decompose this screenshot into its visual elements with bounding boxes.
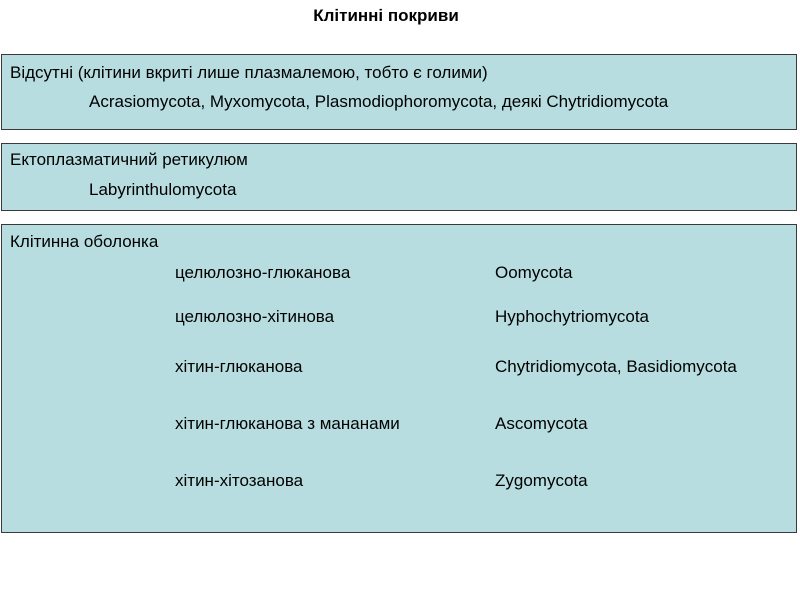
cell-wall-panel (1, 224, 797, 533)
wall-composition-row-3: хітин-глюканова (175, 357, 303, 376)
wall-taxa-row-2: Hyphochytriomycota (495, 307, 650, 326)
wall-taxa-row-5: Zygomycota (495, 471, 588, 490)
absent-panel (1, 54, 797, 130)
absent-taxa: Acrasiomycota, Myxomycota, Plasmodiophoromycota, деякі Chytridiomycota (89, 92, 669, 111)
page-title: Клітинні покриви (313, 6, 459, 25)
absent-heading: Відсутні (клітини вкриті лише плазмалемою, тобто є голими) (10, 63, 488, 82)
wall-composition-row-5: хітин-хітозанова (175, 471, 304, 490)
cell-wall-heading: Клітинна оболонка (10, 232, 159, 251)
reticulum-heading: Ектоплазматичний ретикулюм (10, 150, 248, 169)
wall-composition-row-1: целюлозно-глюканова (175, 263, 351, 282)
wall-taxa-row-3: Chytridiomycota, Basidiomycota (495, 357, 737, 376)
wall-composition-row-4: хітин-глюканова з мананами (175, 414, 400, 433)
wall-taxa-row-4: Ascomycota (495, 414, 588, 433)
wall-composition-row-2: целюлозно-хітинова (175, 307, 335, 326)
wall-taxa-row-1: Oomycota (495, 263, 573, 282)
reticulum-panel (1, 143, 797, 211)
reticulum-taxa: Labyrinthulomycota (89, 180, 237, 199)
